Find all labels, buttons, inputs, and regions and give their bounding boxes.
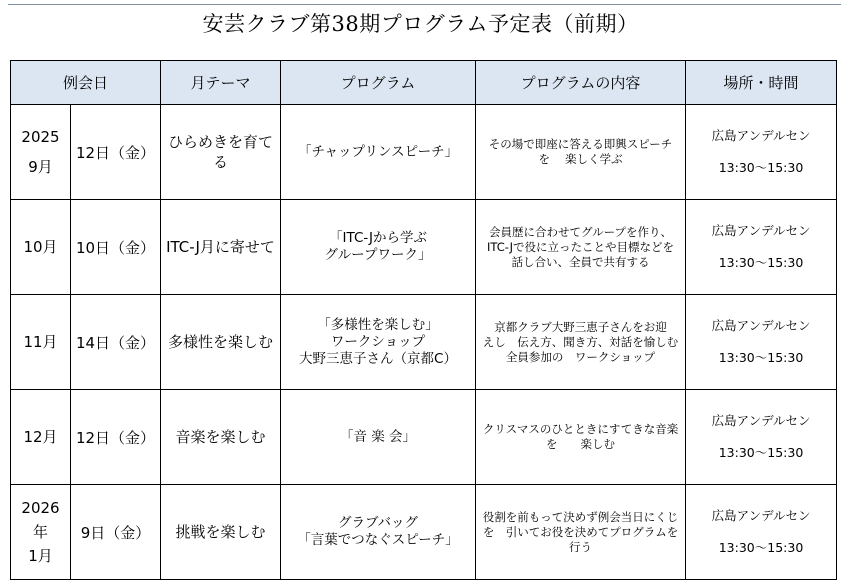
day-cell: 12日（金） bbox=[71, 105, 161, 200]
place-cell bbox=[686, 390, 837, 485]
detail-line: を 楽しむ bbox=[546, 437, 616, 451]
place-cell bbox=[686, 200, 837, 295]
program-line: 「多様性を楽しむ」 bbox=[317, 316, 439, 333]
theme-cell: 多様性を楽しむ bbox=[161, 295, 281, 390]
table-row bbox=[11, 390, 837, 485]
program-line: 「ITC-Jから学ぶ bbox=[329, 230, 427, 246]
place-cell bbox=[686, 295, 837, 390]
program-cell bbox=[281, 105, 476, 200]
place-label: 広島アンデルセン bbox=[711, 128, 811, 143]
year-label: 2025 bbox=[21, 128, 60, 146]
program-line: 大野三恵子さん（京都C） bbox=[299, 350, 457, 367]
program-cell bbox=[281, 390, 476, 485]
month-label: 9月 bbox=[28, 158, 53, 176]
detail-cell bbox=[476, 105, 686, 200]
detail-line: 行う bbox=[569, 539, 593, 554]
page-title: 安芸クラブ第38期プログラム予定表（前期） bbox=[202, 12, 639, 36]
day-cell: 9日（金） bbox=[71, 485, 161, 580]
theme-cell: 挑戦を楽しむ bbox=[161, 485, 281, 580]
month-cell bbox=[11, 390, 71, 485]
program-line: 「音 楽 会」 bbox=[339, 428, 417, 445]
month-label: 10月 bbox=[23, 238, 58, 256]
theme-cell: 音楽を楽しむ bbox=[161, 390, 281, 485]
day-cell: 12日（金） bbox=[71, 390, 161, 485]
detail-cell bbox=[476, 200, 686, 295]
time-label: 13:30～15:30 bbox=[718, 540, 804, 555]
detail-line: 会員歴に合わせてグループを作り、 bbox=[488, 224, 673, 239]
time-label: 13:30～15:30 bbox=[718, 445, 804, 460]
table-row bbox=[11, 295, 837, 390]
program-line: グラブバッグ bbox=[338, 515, 418, 531]
header-date: 例会日 bbox=[11, 61, 161, 105]
detail-line: 全員参加の ワークショップ bbox=[505, 349, 656, 364]
month-cell bbox=[11, 485, 71, 580]
place-label: 広島アンデルセン bbox=[711, 318, 811, 333]
header-place: 場所・時間 bbox=[686, 61, 837, 105]
detail-line: を 楽しく学ぶ bbox=[538, 152, 623, 166]
detail-cell bbox=[476, 295, 686, 390]
month-label: 1月 bbox=[28, 547, 53, 565]
schedule-table bbox=[10, 60, 837, 580]
time-label: 13:30～15:30 bbox=[718, 160, 804, 175]
program-cell bbox=[281, 200, 476, 295]
detail-line: 役割を前もって決めず例会当日にくじ bbox=[482, 509, 679, 524]
program-line: 「チャップリンスピーチ」 bbox=[297, 143, 459, 160]
program-cell bbox=[281, 485, 476, 580]
month-cell bbox=[11, 295, 71, 390]
time-label: 13:30～15:30 bbox=[718, 255, 804, 270]
place-label: 広島アンデルセン bbox=[711, 508, 811, 523]
month-cell bbox=[11, 200, 71, 295]
program-line: 「言葉でつなぐスピーチ」 bbox=[297, 532, 459, 548]
table-row bbox=[11, 485, 837, 580]
program-line: ワークショップ bbox=[330, 333, 426, 350]
detail-line: その場で即座に答える即興スピーチ bbox=[488, 137, 673, 151]
detail-cell bbox=[476, 390, 686, 485]
place-cell bbox=[686, 485, 837, 580]
detail-line: えし 伝え方、聞き方、対話を愉しむ bbox=[482, 334, 679, 349]
header-detail: プログラムの内容 bbox=[476, 61, 686, 105]
month-cell bbox=[11, 105, 71, 200]
table-row bbox=[11, 200, 837, 295]
place-label: 広島アンデルセン bbox=[711, 223, 811, 238]
place-label: 広島アンデルセン bbox=[711, 413, 811, 428]
day-cell: 14日（金） bbox=[71, 295, 161, 390]
program-line: グループワーク」 bbox=[324, 247, 432, 263]
table-header-row bbox=[11, 61, 837, 105]
month-label: 11月 bbox=[23, 333, 58, 351]
detail-cell bbox=[476, 485, 686, 580]
detail-line: 京都クラブ大野三恵子さんをお迎 bbox=[494, 319, 667, 334]
day-cell: 10日（金） bbox=[71, 200, 161, 295]
top-rule bbox=[8, 4, 841, 5]
place-cell bbox=[686, 105, 837, 200]
program-cell bbox=[281, 295, 476, 390]
theme-cell: ひらめきを育てる bbox=[161, 105, 281, 200]
detail-line: ITC-Jで役に立ったことや目標などを bbox=[487, 239, 674, 254]
time-label: 13:30～15:30 bbox=[718, 350, 804, 365]
detail-line: クリスマスのひとときにすてきな音楽 bbox=[482, 422, 679, 436]
table-row bbox=[11, 105, 837, 200]
header-theme: 月テーマ bbox=[161, 61, 281, 105]
year-label: 2026年 bbox=[21, 499, 60, 541]
detail-line: を 引いてお役を決めてプログラムを bbox=[482, 524, 679, 539]
detail-line: 話し合い、全員で共有する bbox=[511, 254, 650, 269]
month-label: 12月 bbox=[23, 428, 58, 446]
header-program: プログラム bbox=[281, 61, 476, 105]
theme-cell: ITC-J月に寄せて bbox=[161, 200, 281, 295]
